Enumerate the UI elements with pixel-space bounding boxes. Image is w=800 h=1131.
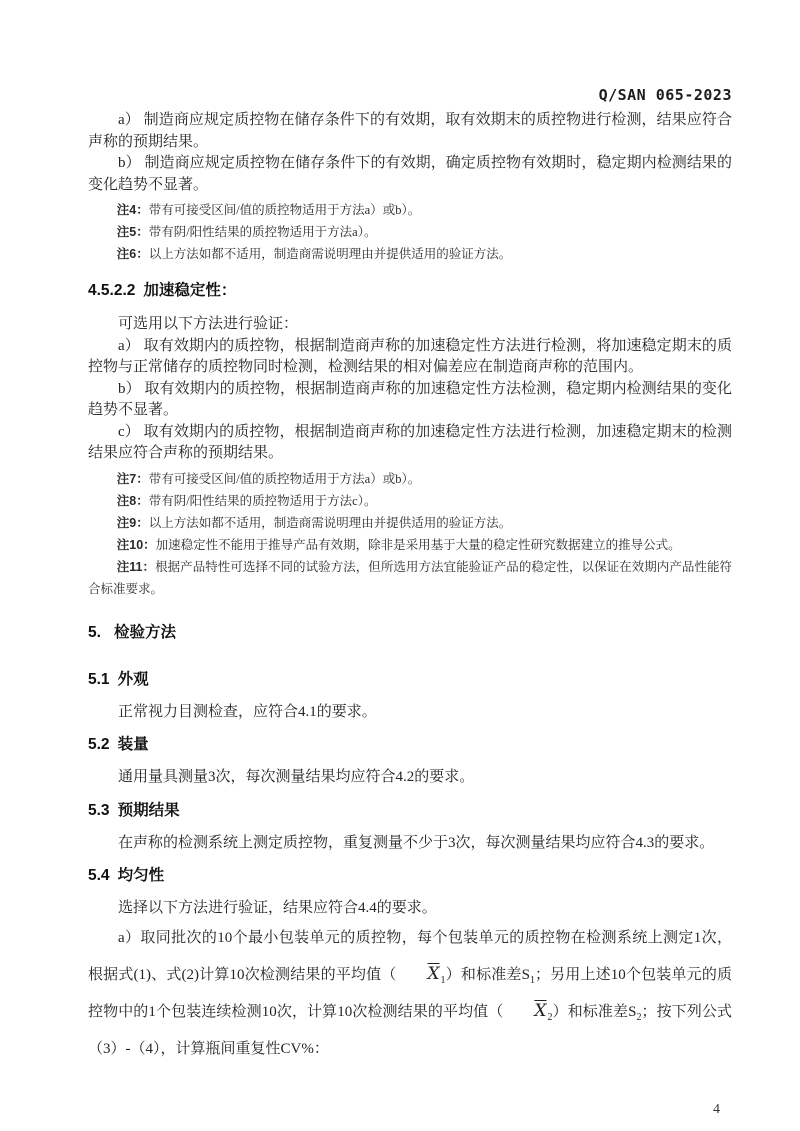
note-item xyxy=(88,468,732,490)
section-heading-fill-volume xyxy=(88,735,732,755)
paragraph-accelerated-c: c） 取有效期内的质控物，根据制造商声称的加速稳定性方法进行检测，加速稳定期末的检测结果应符合声称的预期结果。 xyxy=(88,423,732,461)
xbar-1-subscript: 1 xyxy=(440,974,446,986)
note-label: 注5： xyxy=(116,225,149,239)
note-item xyxy=(88,221,732,243)
note-text: 带有阴/阳性结果的质控物适用于方法a）。 xyxy=(148,225,377,239)
xbar-base: $\overline{X}$ xyxy=(534,1000,547,1021)
section-number: 5. xyxy=(88,623,101,641)
note-text: 以上方法如都不适用，制造商需说明理由并提供适用的验证方法。 xyxy=(148,515,512,530)
section-number: 5.1 xyxy=(88,670,110,688)
section-heading-expected-results xyxy=(88,801,732,821)
uniformity-text-segment: ；按下列公式（3）-（4），计算瓶间重复性CV%： xyxy=(88,1003,732,1057)
section-title: 外观 xyxy=(117,670,149,688)
uniformity-text-segment: ；另用上述10个包装单元的质控物中的1个包装连续检测10次，计算10次检测结果的平均值（ xyxy=(88,966,733,1020)
note-label: 注9： xyxy=(116,515,149,530)
note-item xyxy=(88,512,732,534)
uniformity-text-segment: ）和标准差S xyxy=(445,966,530,983)
note-text: 加速稳定性不能用于推导产品有效期，除非是采用基于大量的稳定性研究数据建立的推导公式。 xyxy=(155,537,681,552)
note-text: 以上方法如都不适用，制造商需说明理由并提供适用的验证方法。 xyxy=(148,247,512,261)
section-number: 5.4 xyxy=(88,867,110,884)
notes-block-accelerated xyxy=(88,468,732,600)
section-title: 预期结果 xyxy=(117,801,180,819)
xbar-1-symbol xyxy=(397,963,440,984)
section-number: 5.2 xyxy=(88,736,110,753)
note-text: 带有阴/阳性结果的质控物适用于方法c）。 xyxy=(148,493,377,508)
paragraph-accelerated-a: a） 取有效期内的质控物，根据制造商声称的加速稳定性方法进行检测，将加速稳定期末的质控物与正常储存的质控物同时检测，检测结果的相对偏差应在制造商声称的范围内。 xyxy=(88,337,732,375)
document-number: Q/SAN 065-2023 xyxy=(598,86,732,104)
note-label: 注6： xyxy=(116,247,149,261)
section-title: 加速稳定性： xyxy=(143,282,237,299)
section-title: 检验方法 xyxy=(113,623,176,641)
note-label: 注8： xyxy=(116,493,149,508)
paragraph-accelerated-b: b） 取有效期内的质控物，根据制造商声称的加速稳定性方法检测，稳定期内检测结果的变化趋势不显著。 xyxy=(88,380,732,418)
note-text: 带有可接受区间/值的质控物适用于方法a）或b）。 xyxy=(148,471,421,486)
xbar-base: $\overline{X}$ xyxy=(427,963,440,984)
note-item xyxy=(88,556,732,600)
note-label: 注11： xyxy=(116,559,156,574)
paragraph-expected-results: 在声称的检测系统上测定质控物，重复测量不少于3次，每次测量结果均应符合4.3的要求。 xyxy=(118,834,715,851)
section-number: 4.5.2.2 xyxy=(88,282,136,299)
section-heading-test-methods xyxy=(88,623,732,643)
note-item xyxy=(88,490,732,512)
paragraph-uniformity-method-a xyxy=(88,920,732,1068)
running-header xyxy=(88,86,732,104)
paragraph-effective-period-b: b） 制造商应规定质控物在储存条件下的有效期，确定质控物有效期时，稳定期内检测结果的变化趋势不显著。 xyxy=(88,155,732,193)
paragraph-uniformity-intro: 选择以下方法进行验证，结果应符合4.4的要求。 xyxy=(118,900,437,916)
section-heading-accelerated-stability xyxy=(88,281,732,301)
section-heading-appearance xyxy=(88,670,732,690)
section-number: 5.3 xyxy=(88,801,110,819)
note-text: 根据产品特性可选择不同的试验方法，但所选用方法宜能验证产品的稳定性，以保证在效期内产品性能符合标准要求。 xyxy=(88,559,732,596)
note-label: 注10： xyxy=(116,537,156,552)
xbar-2-subscript: 2 xyxy=(547,1011,553,1023)
notes-block-effective-period xyxy=(88,199,732,265)
section-title: 装量 xyxy=(117,736,149,753)
paragraph-accelerated-intro: 可选用以下方法进行验证： xyxy=(118,316,299,332)
page-number: 4 xyxy=(713,1102,720,1117)
paragraph-appearance: 正常视力目测检查，应符合4.1的要求。 xyxy=(118,703,377,720)
note-text: 带有可接受区间/值的质控物适用于方法a）或b）。 xyxy=(148,203,421,217)
xbar-2-symbol xyxy=(504,1000,547,1021)
section-title: 均匀性 xyxy=(117,867,165,884)
uniformity-text-segment: ）和标准差S xyxy=(552,1003,637,1020)
s1-subscript: 1 xyxy=(529,974,535,986)
note-item xyxy=(88,534,732,556)
section-heading-uniformity xyxy=(88,866,732,886)
note-label: 注4： xyxy=(116,203,149,217)
s2-subscript: 2 xyxy=(636,1011,642,1023)
note-item xyxy=(88,199,732,221)
paragraph-effective-period-a: a） 制造商应规定质控物在储存条件下的有效期，取有效期末的质控物进行检测，结果应符合声称的预期结果。 xyxy=(88,112,732,150)
paragraph-fill-volume: 通用量具测量3次，每次测量结果均应符合4.2的要求。 xyxy=(118,769,475,785)
uniformity-text-segment: a）取同批次的10个最小包装单元的质控物，每个包装单元的质控物在检测系统上测定1次，根据式(1)、式(2)计算10次检测结果的平均值（ xyxy=(88,929,732,983)
note-item xyxy=(88,243,732,265)
note-label: 注7： xyxy=(116,471,149,486)
